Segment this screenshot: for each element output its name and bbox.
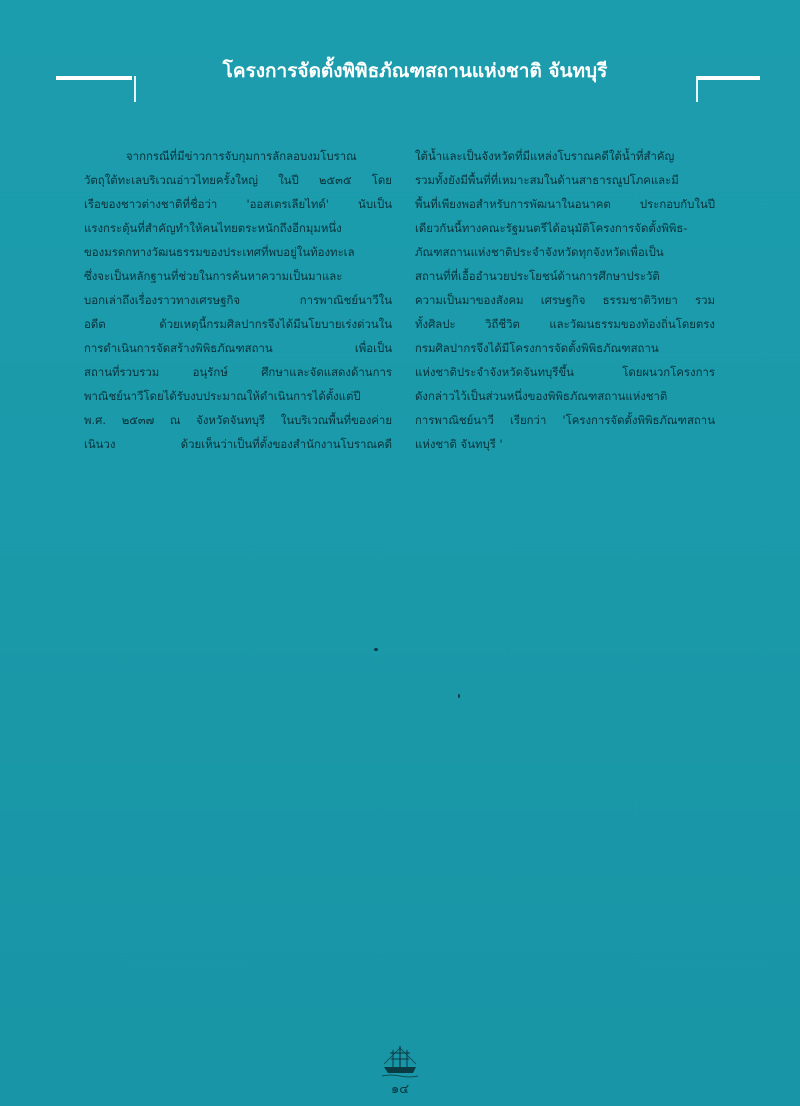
right-line: ความเป็นมาของสังคม เศรษฐกิจ ธรรมชาติวิทยา รวม [415,293,715,307]
left-line: การดำเนินการจัดสร้างพิพิธภัณฑสถาน เพื่อเป็น [84,341,392,355]
right-line: พื้นที่เพียงพอสำหรับการพัฒนาในอนาคต ประกอบกับในปี [415,197,715,211]
right-line: ทั้งศิลปะ วิถีชีวิต และวัฒนธรรมของท้องถิ่นโดยตรง [415,317,715,331]
title-rule-right [696,76,760,80]
left-line: ของมรดกทางวัฒนธรรมของประเทศที่พบอยู่ในท้องทะเล [84,245,355,259]
right-line: รวมทั้งยังมีพื้นที่ที่เหมาะสมในด้านสาธารณูปโภคและมี [415,173,679,187]
right-line: เดียวกันนี้ทางคณะรัฐมนตรีได้อนุมัติโครงการจัดตั้งพิพิธ- [415,221,688,235]
print-speck [374,648,378,651]
left-line: แรงกระตุ้นที่สำคัญทำให้คนไทยตระหนักถึงอีกมุมหนึ่ง [84,221,342,235]
right-line: ใต้น้ำและเป็นจังหวัดที่มีแหล่งโบราณคดีใต้น้ำที่สำคัญ [415,149,675,163]
left-line: เนินวง ด้วยเห็นว่าเป็นที่ตั้งของสำนักงานโบราณคดี [84,437,392,451]
right-column [415,144,715,456]
page-title: โครงการจัดตั้งพิพิธภัณฑสถานแห่งชาติ จันทบุรี [222,60,608,82]
left-line: ซึ่งจะเป็นหลักฐานที่ช่วยในการค้นหาความเป็นมาและ [84,269,343,283]
left-line: จากกรณีที่มีข่าวการจับกุมการลักลอบงมโบราณ [126,149,357,163]
page-number: ๑๔ [390,1082,410,1097]
sailing-ship-icon [380,1040,420,1080]
right-line: ภัณฑสถานแห่งชาติประจำจังหวัดทุกจังหวัดเพื่อเป็น [415,245,664,259]
title-bracket-right [696,76,698,102]
left-line: สถานที่รวบรวม อนุรักษ์ ศึกษาและจัดแสดงด้านการ [84,365,392,379]
left-column [84,144,392,456]
left-line: บอกเล่าถึงเรื่องราวทางเศรษฐกิจ การพาณิชย์นาวีใน [84,293,392,307]
left-line: เรือของชาวต่างชาติที่ชื่อว่า 'ออสเตรเลียไทด์' นับเป็น [84,197,392,211]
left-line: พ.ศ. ๒๕๓๗ ณ จังหวัดจันทบุรี ในบริเวณพื้นที่ของค่าย [84,413,392,427]
right-line: ดังกล่าวไว้เป็นส่วนหนึ่งของพิพิธภัณฑสถานแห่งชาติ [415,389,668,403]
right-line: สถานที่ที่เอื้ออำนวยประโยชน์ด้านการศึกษาประวัติ [415,269,660,283]
title-rule-left [56,76,132,80]
right-line: แห่งชาติประจำจังหวัดจันทบุรีขึ้น โดยผนวกโครงการ [415,365,715,379]
left-line: วัตถุใต้ทะเลบริเวณอ่าวไทยครั้งใหญ่ ในปี ๒๕๓๕ โดย [84,173,392,187]
right-line: การพาณิชย์นาวี เรียกว่า 'โครงการจัดตั้งพิพิธภัณฑสถาน [415,413,715,427]
left-line: พาณิชย์นาวีโดยได้รับงบประมาณให้ดำเนินการได้ตั้งแต่ปี [84,389,361,403]
right-line: แห่งชาติ จันทบุรี ' [415,437,503,451]
title-bracket-left [134,76,136,102]
print-speck [458,694,460,698]
right-line: กรมศิลปากรจึงได้มีโครงการจัดตั้งพิพิธภัณฑสถาน [415,341,659,355]
left-line: อดีต ด้วยเหตุนี้กรมศิลปากรจึงได้มีนโยบายเร่งด่วนใน [84,317,392,331]
